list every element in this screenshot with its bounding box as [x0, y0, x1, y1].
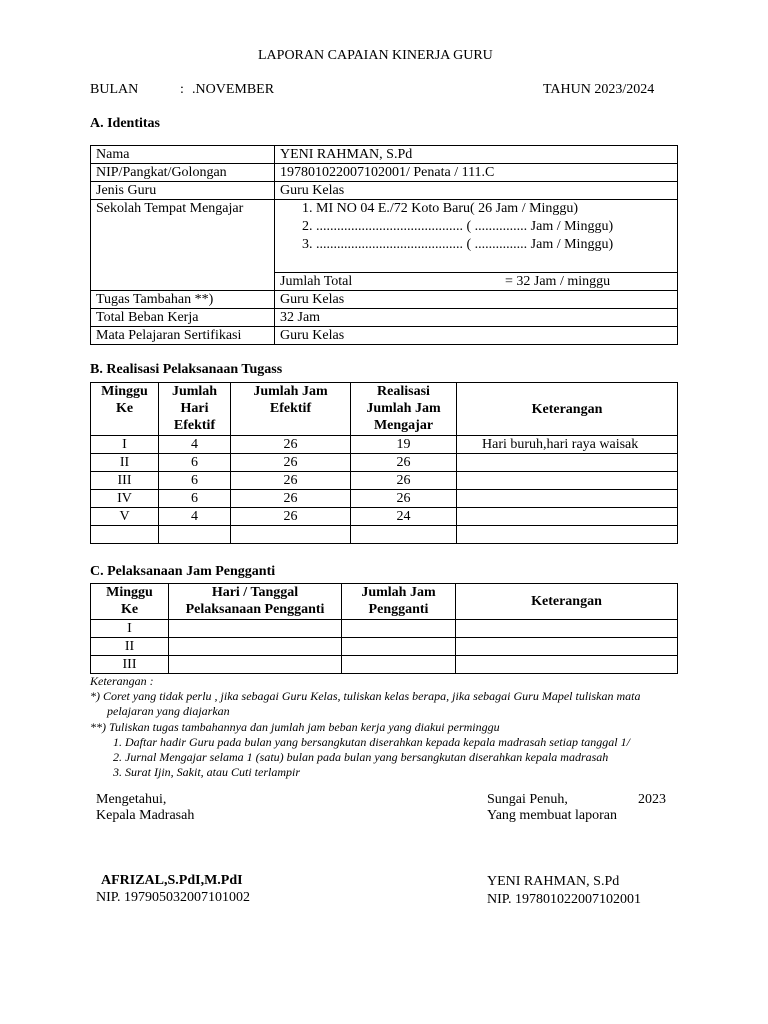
cell-jumlah-jam: [342, 620, 456, 638]
table-row: [91, 164, 678, 182]
note-2: **) Tuliskan tugas tambahannya dan jumlah jam beban kerja yang diakui perminggu: [90, 720, 500, 734]
header-minggu: Minggu Ke: [91, 584, 169, 620]
cell-minggu: [91, 526, 159, 544]
note-list-item: 3. Surat Ijin, Sakit, atau Cuti terlampir: [113, 765, 301, 779]
header-keterangan: Keterangan: [457, 383, 678, 436]
header-jam-efektif: Jumlah Jam Efektif: [231, 383, 351, 436]
identity-value: Guru Kelas: [275, 291, 678, 309]
table-row: [91, 656, 678, 674]
table-row: [91, 182, 678, 200]
header-hari-efektif: Jumlah Hari Efektif: [159, 383, 231, 436]
header-minggu: Minggu Ke: [91, 383, 159, 436]
section-b-heading: B. Realisasi Pelaksanaan Tugass: [90, 362, 283, 377]
cell-jam: 26: [231, 436, 351, 454]
cell-jam: 26: [231, 454, 351, 472]
sign-left-name: AFRIZAL,S.PdI,M.PdI: [101, 873, 243, 888]
school-list: [275, 200, 678, 273]
identity-label: Jenis Guru: [91, 182, 275, 200]
identity-value: YENI RAHMAN, S.Pd: [275, 146, 678, 164]
school-item: 2. .......................................... ( ............... Jam / Minggu): [302, 219, 614, 234]
school-item: 3. .......................................... ( ............... Jam / Minggu): [302, 237, 614, 252]
cell-keterangan: [457, 490, 678, 508]
cell-hari-tanggal: [169, 620, 342, 638]
table-row: [91, 490, 678, 508]
cell-realisasi: 26: [351, 472, 457, 490]
bulan-separator: :: [180, 82, 184, 97]
cell-realisasi: 26: [351, 454, 457, 472]
table-row: [91, 454, 678, 472]
cell-keterangan: [457, 454, 678, 472]
total-label: Jumlah Total: [280, 274, 353, 289]
cell-hari: 4: [159, 508, 231, 526]
sign-right-year: 2023: [638, 792, 666, 807]
cell-minggu: II: [91, 638, 169, 656]
note-list-item: 1. Daftar hadir Guru pada bulan yang bersangkutan diserahkan kepada kepala madrasah setiap tanggal 1/: [113, 735, 630, 749]
cell-hari: 6: [159, 472, 231, 490]
sign-right-nip: NIP. 197801022007102001: [487, 892, 642, 907]
total-value: = 32 Jam / minggu: [505, 274, 611, 289]
identity-value: 32 Jam: [275, 309, 678, 327]
cell-minggu: III: [91, 472, 159, 490]
page-title: LAPORAN CAPAIAN KINERJA GURU: [258, 48, 493, 63]
cell-hari: [159, 526, 231, 544]
table-header-row: [91, 584, 678, 620]
cell-hari: 6: [159, 490, 231, 508]
sign-right-line2: Yang membuat laporan: [487, 808, 617, 823]
table-row: [91, 436, 678, 454]
identity-label: Nama: [91, 146, 275, 164]
sign-left-nip: NIP. 197905032007101002: [96, 890, 251, 905]
total-cell: [275, 273, 678, 291]
notes-title: Keterangan :: [90, 674, 154, 688]
cell-keterangan: [456, 620, 678, 638]
identity-value: 197801022007102001/ Penata / 111.C: [275, 164, 678, 182]
table-row: [91, 508, 678, 526]
cell-hari-tanggal: [169, 656, 342, 674]
header-hari-tanggal: Hari / Tanggal Pelaksanaan Pengganti: [169, 584, 342, 620]
cell-minggu: II: [91, 454, 159, 472]
cell-keterangan: [456, 656, 678, 674]
cell-minggu: IV: [91, 490, 159, 508]
cell-keterangan: Hari buruh,hari raya waisak: [457, 436, 678, 454]
note-1: *) Coret yang tidak perlu , jika sebagai Guru Kelas, tuliskan kelas berapa, jika sebagai Guru Mapel tuliskan mata: [90, 689, 641, 703]
cell-realisasi: 26: [351, 490, 457, 508]
cell-jumlah-jam: [342, 638, 456, 656]
cell-jam: 26: [231, 490, 351, 508]
cell-minggu: I: [91, 620, 169, 638]
pengganti-table: [90, 583, 678, 674]
bulan-value: .NOVEMBER: [192, 82, 275, 97]
school-item: 1. MI NO 04 E./72 Koto Baru( 26 Jam / Minggu): [302, 201, 579, 216]
tahun-label: TAHUN 2023/2024: [543, 82, 655, 97]
cell-minggu: V: [91, 508, 159, 526]
table-row: [91, 620, 678, 638]
note-list-item: 2. Jurnal Mengajar selama 1 (satu) bulan pada bulan yang bersangkutan diserahkan kepala madrasah: [113, 750, 609, 764]
bulan-label: BULAN: [90, 82, 139, 97]
identity-value: Guru Kelas: [275, 182, 678, 200]
header-realisasi: Realisasi Jumlah Jam Mengajar: [351, 383, 457, 436]
table-row: [91, 291, 678, 309]
table-row: [91, 146, 678, 164]
cell-keterangan: [457, 472, 678, 490]
sign-left-line2: Kepala Madrasah: [96, 808, 195, 823]
cell-keterangan: [457, 508, 678, 526]
identity-table: [90, 145, 678, 345]
identity-label: Tugas Tambahan **): [91, 291, 275, 309]
table-row: [91, 472, 678, 490]
section-c-heading: C. Pelaksanaan Jam Pengganti: [90, 564, 276, 579]
cell-realisasi: [351, 526, 457, 544]
table-row: [91, 638, 678, 656]
table-header-row: [91, 383, 678, 436]
cell-realisasi: 24: [351, 508, 457, 526]
cell-hari: 4: [159, 436, 231, 454]
cell-jumlah-jam: [342, 656, 456, 674]
header-keterangan: Keterangan: [456, 584, 678, 620]
cell-keterangan: [457, 526, 678, 544]
cell-hari: 6: [159, 454, 231, 472]
sign-right-place: Sungai Penuh,: [487, 792, 568, 807]
sign-left-line1: Mengetahui,: [96, 792, 167, 807]
table-row: [91, 200, 678, 273]
cell-hari-tanggal: [169, 638, 342, 656]
table-row: [91, 327, 678, 345]
table-row: [91, 309, 678, 327]
identity-value: Guru Kelas: [275, 327, 678, 345]
cell-jam: 26: [231, 472, 351, 490]
cell-jam: [231, 526, 351, 544]
identity-label: Mata Pelajaran Sertifikasi: [91, 327, 275, 345]
school-label: Sekolah Tempat Mengajar: [91, 200, 275, 291]
header-jumlah-jam: Jumlah Jam Pengganti: [342, 584, 456, 620]
realisasi-table: [90, 382, 678, 544]
cell-keterangan: [456, 638, 678, 656]
section-a-heading: A. Identitas: [90, 116, 161, 131]
cell-minggu: I: [91, 436, 159, 454]
cell-minggu: III: [91, 656, 169, 674]
cell-jam: 26: [231, 508, 351, 526]
cell-realisasi: 19: [351, 436, 457, 454]
identity-label: NIP/Pangkat/Golongan: [91, 164, 275, 182]
identity-label: Total Beban Kerja: [91, 309, 275, 327]
note-1-cont: pelajaran yang diajarkan: [107, 704, 230, 718]
table-row: [91, 526, 678, 544]
sign-right-name: YENI RAHMAN, S.Pd: [487, 874, 620, 889]
